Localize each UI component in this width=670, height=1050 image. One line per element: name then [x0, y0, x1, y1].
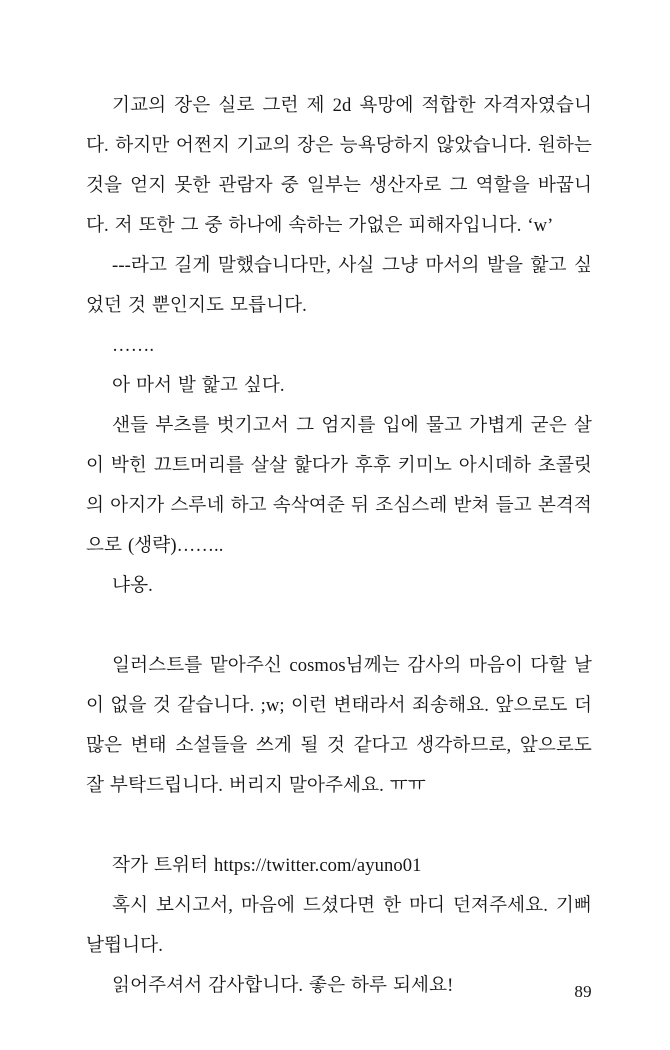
paragraph-5: 샌들 부츠를 벗기고서 그 엄지를 입에 물고 가볍게 굳은 살이 박힌 끄트머리를 살살 핥다가 후후 키미노 아시데하 초콜릿의 아지가 스루네 하고 속삭여준 뒤 조심스레 받쳐 들고 본격적으로 (생략)…….. [86, 415, 592, 556]
paragraph-8-author-twitter: 작가 트위터 https://twitter.com/ayuno01 [112, 855, 422, 876]
paragraph-3: ……. [112, 335, 155, 356]
paragraph-10: 읽어주셔서 감사합니다. 좋은 하루 되세요! [112, 975, 454, 996]
paragraph-6: 냐옹. [112, 575, 153, 596]
paragraph-1: 기교의 장은 실로 그런 제 2d 욕망에 적합한 자격자였습니다. 하지만 어쩐지 기교의 장은 능욕당하지 않았습니다. 원하는 것을 얻지 못한 관람자 중 일부는 생산자로 그 역할을 바꿉니다. 저 또한 그 중 하나에 속하는 가없은 피해자입니다. ‘w’ [86, 95, 592, 236]
paragraph-7-afterword-credit: 일러스트를 맡아주신 cosmos님께는 감사의 마음이 다할 날이 없을 것 같습니다. ;w; 이런 변태라서 죄송해요. 앞으로도 더 많은 변태 소설들을 쓰게 될 것 같다고 생각하므로, 앞으로도 잘 부탁드립니다. 버리지 말아주세요. ㅠㅠ [86, 655, 592, 796]
paragraph-2: ---라고 길게 말했습니다만, 사실 그냥 마서의 발을 핥고 싶었던 것 뿐인지도 모릅니다. [86, 255, 592, 316]
paragraph-9: 혹시 보시고서, 마음에 드셨다면 한 마디 던져주세요. 기뻐 날뜁니다. [86, 895, 592, 956]
paragraph-4: 아 마서 발 핥고 싶다. [112, 375, 285, 396]
page-number: 89 [574, 982, 592, 1001]
page-body-text [86, 86, 592, 1006]
